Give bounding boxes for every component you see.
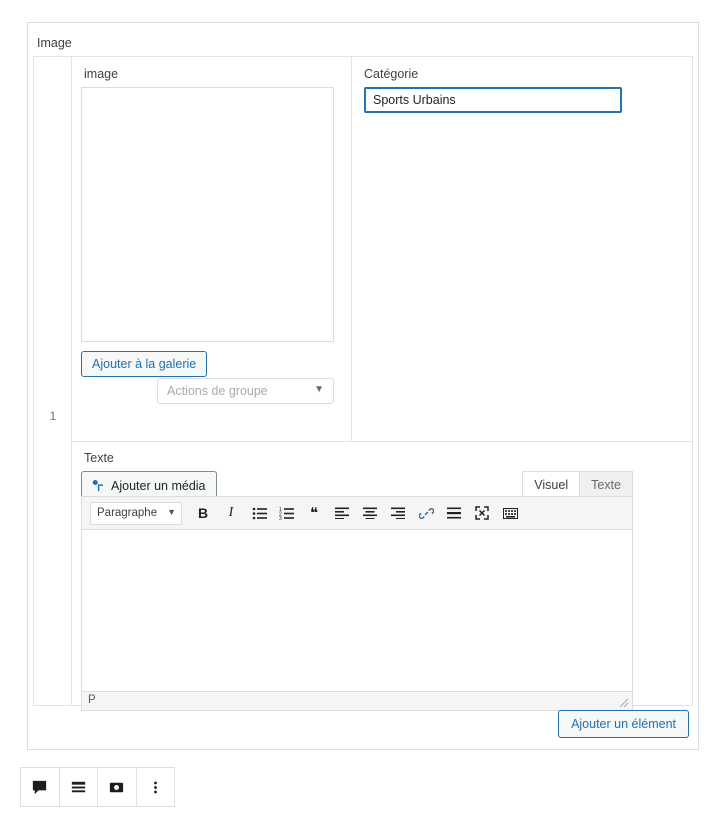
image-preview-well[interactable] (81, 87, 334, 342)
categorie-input[interactable] (364, 87, 622, 113)
page-title: Image (37, 36, 72, 50)
tab-texte[interactable]: Texte (580, 471, 633, 497)
field-texte (72, 441, 692, 705)
row-body (72, 57, 692, 705)
editor-resize-handle[interactable] (618, 697, 630, 709)
more-options-icon[interactable] (137, 768, 175, 806)
blockquote-icon[interactable]: ❝ (309, 505, 319, 522)
align-center-icon[interactable] (359, 502, 381, 524)
field-categorie (352, 57, 692, 441)
bulk-actions-select[interactable] (157, 378, 334, 404)
field-label-texte: Texte (84, 451, 114, 465)
editor-content-area[interactable] (82, 530, 632, 691)
editor-box (81, 496, 633, 711)
field-label-categorie: Catégorie (364, 67, 419, 81)
read-more-icon[interactable] (443, 502, 465, 524)
format-select-value: Paragraphe (97, 507, 158, 519)
row-number: 1 (49, 409, 57, 423)
align-left-icon[interactable] (331, 502, 353, 524)
editor-statusbar (82, 691, 632, 710)
svg-text:1: 1 (278, 506, 282, 513)
italic-icon[interactable]: I (228, 505, 234, 520)
image-metabox-panel (27, 22, 699, 750)
numbered-list-icon[interactable] (275, 502, 297, 524)
chevron-down-icon: ▼ (167, 507, 176, 517)
bottom-toolbar (20, 767, 175, 807)
editor-mode-tabs (522, 471, 633, 497)
top-fields (72, 57, 692, 442)
layout-icon[interactable] (60, 768, 99, 806)
media-icon (90, 478, 105, 493)
bulk-actions-select-value: Actions de groupe (167, 384, 268, 398)
svg-text:3: 3 (278, 515, 282, 520)
align-right-icon[interactable] (387, 502, 409, 524)
format-select[interactable] (90, 502, 182, 525)
toolbar-toggle-icon[interactable] (499, 502, 521, 524)
insert-link-icon[interactable] (415, 502, 437, 524)
field-label-image: image (84, 67, 119, 81)
bold-icon[interactable]: B (197, 505, 209, 521)
row-handle[interactable] (34, 57, 72, 705)
bulleted-list-icon[interactable] (248, 502, 270, 524)
editor-toolbar (82, 497, 632, 530)
svg-text:2: 2 (278, 511, 282, 518)
add-media-label: Ajouter un média (111, 478, 206, 493)
repeater-row (33, 56, 693, 706)
chevron-down-icon: ▼ (314, 384, 324, 395)
tab-visuel[interactable]: Visuel (522, 471, 580, 497)
fullscreen-icon[interactable] (471, 502, 493, 524)
media-icon[interactable] (98, 768, 137, 806)
add-element-button[interactable]: Ajouter un élément (558, 710, 689, 738)
comment-icon[interactable] (21, 768, 60, 806)
field-image (72, 57, 352, 441)
editor-element-path: P (88, 694, 96, 706)
add-to-gallery-button[interactable]: Ajouter à la galerie (81, 351, 207, 377)
